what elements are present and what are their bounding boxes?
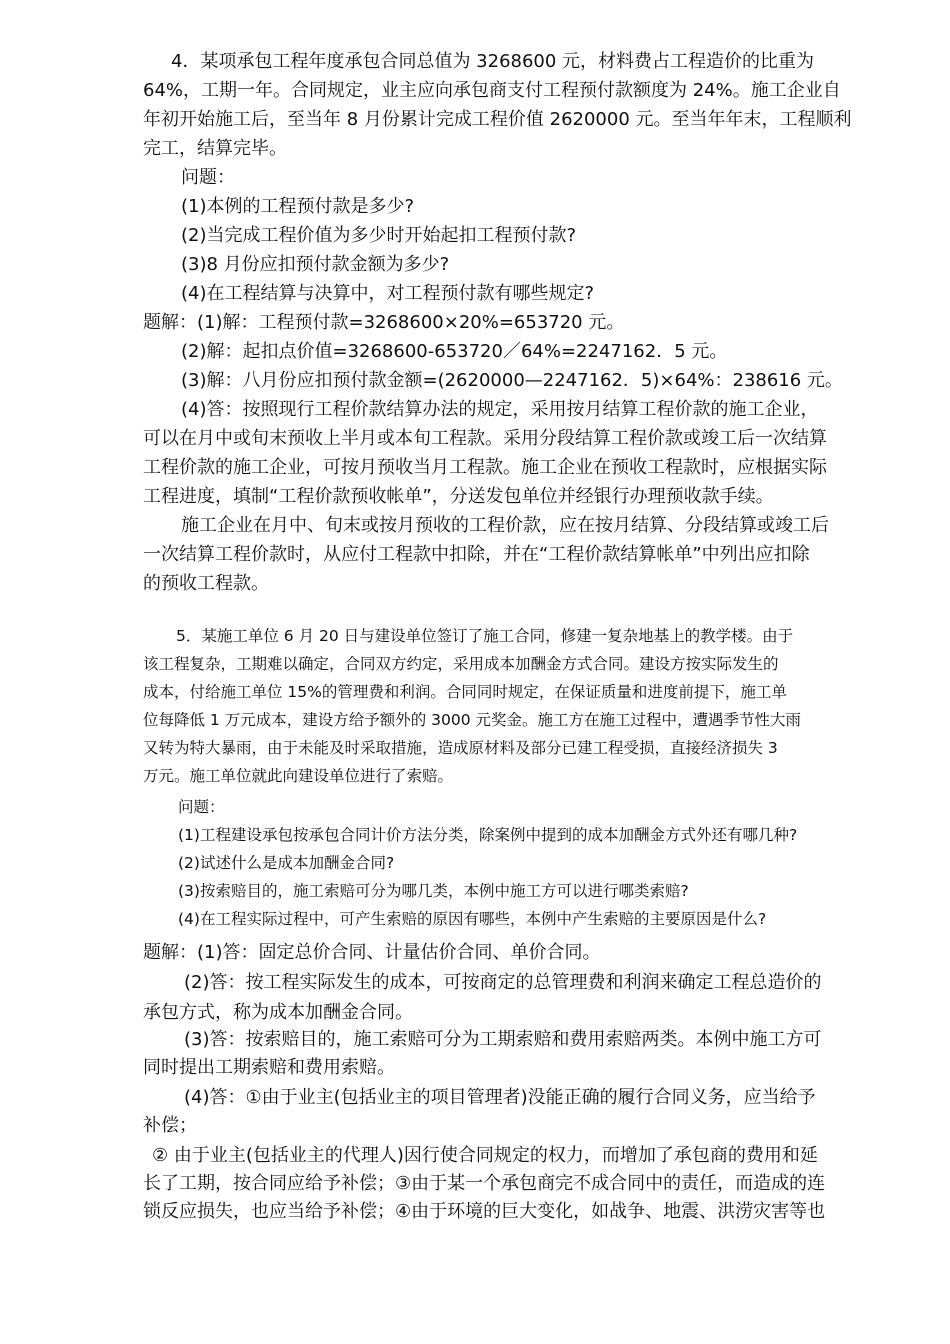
q5-solution-line: 同时提出工期索赔和费用索赔。: [143, 1057, 395, 1078]
q5-solution-line: (4)答：①由于业主(包括业主的项目管理者)没能正确的履行合同义务，应当给予: [184, 1087, 816, 1108]
q5-solution-line: 承包方式，称为成本加酬金合同。: [143, 1002, 413, 1023]
q4-solution-line: 一次结算工程价款时，从应付工程款中扣除，并在“工程价款结算帐单”中列出应扣除: [143, 544, 810, 565]
q5-solution-line: 补偿；: [143, 1115, 197, 1136]
q4-para-line: 完工，结算完毕。: [143, 138, 287, 159]
q4-solution-line: (4)答：按照现行工程价款结算办法的规定，采用按月结算工程价款的施工企业，: [181, 399, 819, 420]
q4-questions-label: 问题：: [181, 167, 235, 188]
q5-question: (2)试述什么是成本加酬金合同?: [178, 854, 395, 872]
q4-question: (1)本例的工程预付款是多少?: [181, 196, 415, 217]
q5-question: (3)按索赔目的，施工索赔可分为哪几类，本例中施工方可以进行哪类索赔?: [178, 882, 689, 900]
q4-solution-line: (3)解：八月份应扣预付款金额=(2620000—2247162．5)×64%：238616 元。: [181, 370, 843, 391]
q5-question: (4)在工程实际过程中，可产生索赔的原因有哪些，本例中产生索赔的主要原因是什么?: [178, 910, 767, 928]
q5-solution-line: 题解：(1)答：固定总价合同、计量估价合同、单价合同。: [143, 942, 601, 963]
q5-questions-label: 问题：: [178, 798, 225, 816]
q4-solution-line: 工程价款的施工企业，可按月预收当月工程款。施工企业在预收工程款时，应根据实际: [143, 457, 827, 478]
q5-para-line: 又转为特大暴雨，由于未能及时采取措施，造成原材料及部分已建工程受损，直接经济损失 3: [143, 739, 778, 757]
q4-para-line: 64%，工期一年。合同规定，业主应向承包商支付工程预付款额度为 24%。施工企业自: [143, 80, 841, 101]
q4-solution-line: (2)解：起扣点价值=3268600-653720／64%=2247162．5 元。: [181, 341, 728, 362]
q4-question: (2)当完成工程价值为多少时开始起扣工程预付款?: [181, 225, 577, 246]
q5-question: (1)工程建设承包按承包合同计价方法分类，除案例中提到的成本加酬金方式外还有哪几种?: [178, 826, 798, 844]
q4-solution-line: 的预收工程款。: [143, 573, 269, 594]
q4-question: (3)8 月份应扣预付款金额为多少?: [181, 254, 450, 275]
q4-solution-line: 工程进度，填制“工程价款预收帐单”，分送发包单位并经银行办理预收款手续。: [143, 486, 774, 507]
q5-para-line: 万元。施工单位就此向建设单位进行了索赔。: [143, 767, 454, 785]
q5-solution-line: 长了工期，按合同应给予补偿；③由于某一个承包商完不成合同中的责任，而造成的连: [143, 1173, 826, 1194]
q5-solution-line: (2)答：按工程实际发生的成本，可按商定的总管理费和利润来确定工程总造价的: [184, 972, 822, 993]
q4-solution-line: 施工企业在月中、旬末或按月预收的工程价款，应在按月结算、分段结算或竣工后: [181, 515, 829, 536]
q4-solution-line: 可以在月中或旬末预收上半月或本旬工程款。采用分段结算工程价款或竣工后一次结算: [143, 428, 827, 449]
q4-para-line: 年初开始施工后，至当年 8 月份累计完成工程价值 2620000 元。至当年年末，工程顺利: [143, 109, 852, 130]
q4-solution-line: 题解：(1)解：工程预付款=3268600×20%=653720 元。: [143, 312, 625, 333]
q4-para-line: 4．某项承包工程年度承包合同总值为 3268600 元，材料费占工程造价的比重为: [171, 51, 815, 72]
q5-para-line: 该工程复杂，工期难以确定，合同双方约定，采用成本加酬金方式合同。建设方按实际发生的: [143, 655, 779, 673]
q5-para-line: 5．某施工单位 6 月 20 日与建设单位签订了施工合同，修建一复杂地基上的教学楼。由于: [176, 627, 794, 645]
q5-para-line: 成本，付给施工单位 15%的管理费和利润。合同同时规定，在保证质量和进度前提下，施工单: [143, 683, 787, 701]
q5-solution-line: (3)答：按索赔目的，施工索赔可分为工期索赔和费用索赔两类。本例中施工方可: [184, 1029, 822, 1050]
q4-question: (4)在工程结算与决算中，对工程预付款有哪些规定?: [181, 283, 595, 304]
q5-solution-line: ② 由于业主(包括业主的代理人)因行使合同规定的权力，而增加了承包商的费用和延: [152, 1145, 818, 1166]
q5-solution-line: 锁反应损失，也应当给予补偿；④由于环境的巨大变化，如战争、地震、洪涝灾害等也: [143, 1201, 826, 1222]
q5-para-line: 位每降低 1 万元成本，建设方给予额外的 3000 元奖金。施工方在施工过程中，遭遇季节性大雨: [143, 711, 802, 729]
